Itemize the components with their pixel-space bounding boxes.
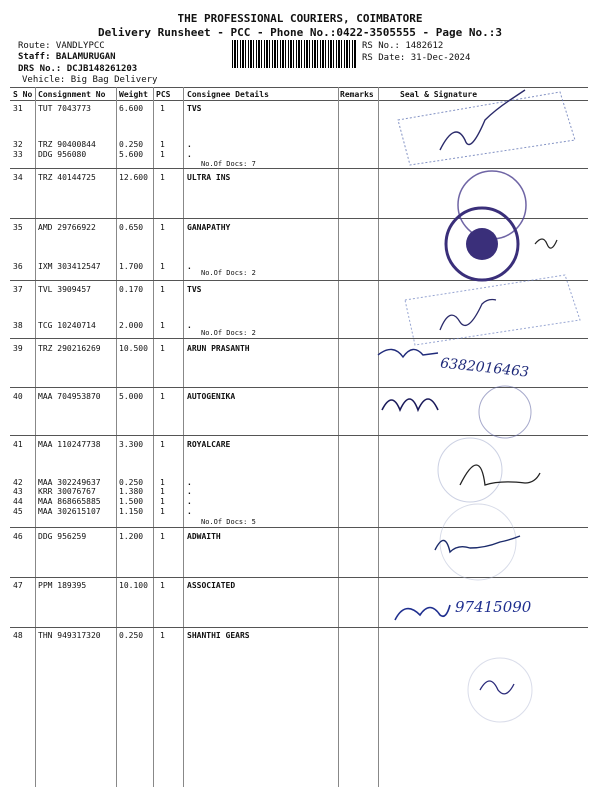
staff-label: Staff: BALAMURUGAN — [18, 52, 116, 62]
row-cn: MAA 302249637 — [38, 478, 101, 487]
route-label: Route: VANDLYPCC — [18, 41, 105, 51]
row-pcs: 1 — [160, 478, 165, 487]
row-pcs: 1 — [160, 507, 165, 516]
row-cn: IXM 303412547 — [38, 262, 101, 271]
row-cn: TRZ 40144725 — [38, 173, 96, 182]
docs-count: No.Of Docs: 5 — [201, 518, 256, 526]
rs-date: RS Date: 31-Dec-2024 — [362, 53, 471, 63]
ganapathy-stamp-inner — [466, 228, 498, 260]
row-cons: AUTOGENIKA — [187, 392, 236, 401]
row-cons: ADWAITH — [187, 532, 221, 541]
row-cn: MAA 868665885 — [38, 497, 101, 506]
row-cn: KRR 30076767 — [38, 487, 96, 496]
row-wt: 12.600 — [119, 173, 148, 182]
signature-mark — [395, 605, 450, 620]
col-pcs: PCS — [156, 90, 171, 99]
signature-mark — [378, 349, 438, 357]
signature-mark — [535, 239, 557, 248]
row-cn: TUT 7043773 — [38, 104, 91, 113]
signature-mark — [440, 300, 496, 331]
docs-count: No.Of Docs: 2 — [201, 269, 256, 277]
row-wt: 1.380 — [119, 487, 144, 496]
row-cons: SHANTHI GEARS — [187, 631, 250, 640]
row-pcs: 1 — [160, 487, 165, 496]
row-cn: TRZ 290216269 — [38, 344, 101, 353]
rs-number: RS No.: 1482612 — [362, 41, 444, 51]
col-seal: Seal & Signature — [400, 90, 478, 99]
row-cn: AMD 29766922 — [38, 223, 96, 232]
stamp-faint — [468, 658, 532, 722]
handwritten-phone: 97415090 — [455, 598, 532, 616]
docs-count: No.Of Docs: 2 — [201, 329, 256, 337]
row-pcs: 1 — [160, 497, 165, 506]
row-wt: 3.300 — [119, 440, 144, 449]
row-sno: 48 — [13, 631, 23, 640]
row-wt: 1.150 — [119, 507, 144, 516]
row-cn: PPM 189395 — [38, 581, 87, 590]
row-cn: MAA 302615107 — [38, 507, 101, 516]
row-cn: TCG 10240714 — [38, 321, 96, 330]
row-cn: TVL 3909457 — [38, 285, 91, 294]
row-cons: ARUN PRASANTH — [187, 344, 250, 353]
row-wt: 0.250 — [119, 140, 144, 149]
row-cons: ULTRA INS — [187, 173, 231, 182]
row-wt: 0.250 — [119, 478, 144, 487]
row-sno: 44 — [13, 497, 23, 506]
row-pcs: 1 — [160, 173, 165, 182]
row-pcs: 1 — [160, 285, 165, 294]
row-sno: 33 — [13, 150, 23, 159]
signature-mark — [440, 90, 525, 150]
row-wt: 5.000 — [119, 392, 144, 401]
row-cn: DDG 956259 — [38, 532, 87, 541]
row-wt: 5.600 — [119, 150, 144, 159]
row-wt: 0.250 — [119, 631, 144, 640]
row-sno: 43 — [13, 487, 23, 496]
row-pcs: 1 — [160, 581, 165, 590]
col-remarks: Remarks — [340, 90, 374, 99]
row-cons: . — [187, 497, 192, 506]
company-title: THE PROFESSIONAL COURIERS, COIMBATORE — [177, 12, 423, 25]
row-cons: . — [187, 321, 192, 330]
row-cons: . — [187, 140, 192, 149]
row-wt: 2.000 — [119, 321, 144, 330]
row-pcs: 1 — [160, 150, 165, 159]
row-wt: 0.650 — [119, 223, 144, 232]
row-sno: 32 — [13, 140, 23, 149]
docs-count: No.Of Docs: 7 — [201, 160, 256, 168]
row-pcs: 1 — [160, 262, 165, 271]
drs-number: DRS No.: DCJB148261203 — [18, 64, 138, 74]
row-cn: MAA 110247738 — [38, 440, 101, 449]
runsheet-subtitle: Delivery Runsheet - PCC - Phone No.:0422-3505555 - Page No.:3 — [98, 26, 502, 39]
row-sno: 46 — [13, 532, 23, 541]
row-pcs: 1 — [160, 532, 165, 541]
row-sno: 41 — [13, 440, 23, 449]
row-cons: . — [187, 487, 192, 496]
row-wt: 1.200 — [119, 532, 144, 541]
tvs-stamp — [405, 275, 580, 345]
col-sno: S No — [13, 90, 33, 99]
row-pcs: 1 — [160, 104, 165, 113]
royalcare-stamp — [438, 438, 502, 502]
row-cons: . — [187, 262, 192, 271]
row-pcs: 1 — [160, 223, 165, 232]
row-wt: 10.500 — [119, 344, 148, 353]
row-cons: TVS — [187, 104, 202, 113]
row-pcs: 1 — [160, 631, 165, 640]
row-sno: 42 — [13, 478, 23, 487]
row-sno: 47 — [13, 581, 23, 590]
row-cons: . — [187, 478, 192, 487]
row-sno: 31 — [13, 104, 23, 113]
signature-mark — [480, 681, 514, 694]
signature-mark — [382, 399, 438, 410]
row-pcs: 1 — [160, 344, 165, 353]
col-weight: Weight — [119, 90, 148, 99]
row-sno: 45 — [13, 507, 23, 516]
row-sno: 34 — [13, 173, 23, 182]
signature-mark — [435, 536, 520, 552]
row-cons: . — [187, 507, 192, 516]
signature-mark — [460, 465, 540, 485]
row-sno: 40 — [13, 392, 23, 401]
row-pcs: 1 — [160, 140, 165, 149]
row-cons: ASSOCIATED — [187, 581, 236, 590]
col-consignee: Consignee Details — [187, 90, 269, 99]
row-cn: TRZ 90400844 — [38, 140, 96, 149]
row-cn: DDG 956080 — [38, 150, 87, 159]
row-cons: GANAPATHY — [187, 223, 231, 232]
row-pcs: 1 — [160, 321, 165, 330]
row-wt: 10.100 — [119, 581, 148, 590]
row-pcs: 1 — [160, 440, 165, 449]
row-wt: 1.500 — [119, 497, 144, 506]
tvs-stamp — [398, 92, 575, 165]
autogenika-stamp — [479, 386, 531, 438]
row-sno: 37 — [13, 285, 23, 294]
stamp-faint — [440, 504, 516, 580]
row-cons: ROYALCARE — [187, 440, 231, 449]
row-sno: 39 — [13, 344, 23, 353]
row-wt: 6.600 — [119, 104, 144, 113]
row-sno: 38 — [13, 321, 23, 330]
row-wt: 0.170 — [119, 285, 144, 294]
row-cons: . — [187, 150, 192, 159]
row-sno: 36 — [13, 262, 23, 271]
row-cons: TVS — [187, 285, 202, 294]
vehicle-label: Vehicle: Big Bag Delivery — [22, 75, 158, 85]
row-pcs: 1 — [160, 392, 165, 401]
handwritten-phone: 6382016463 — [439, 355, 530, 381]
col-consignment: Consignment No — [38, 90, 106, 99]
row-cn: THN 949317320 — [38, 631, 101, 640]
row-wt: 1.700 — [119, 262, 144, 271]
row-cn: MAA 704953870 — [38, 392, 101, 401]
row-sno: 35 — [13, 223, 23, 232]
